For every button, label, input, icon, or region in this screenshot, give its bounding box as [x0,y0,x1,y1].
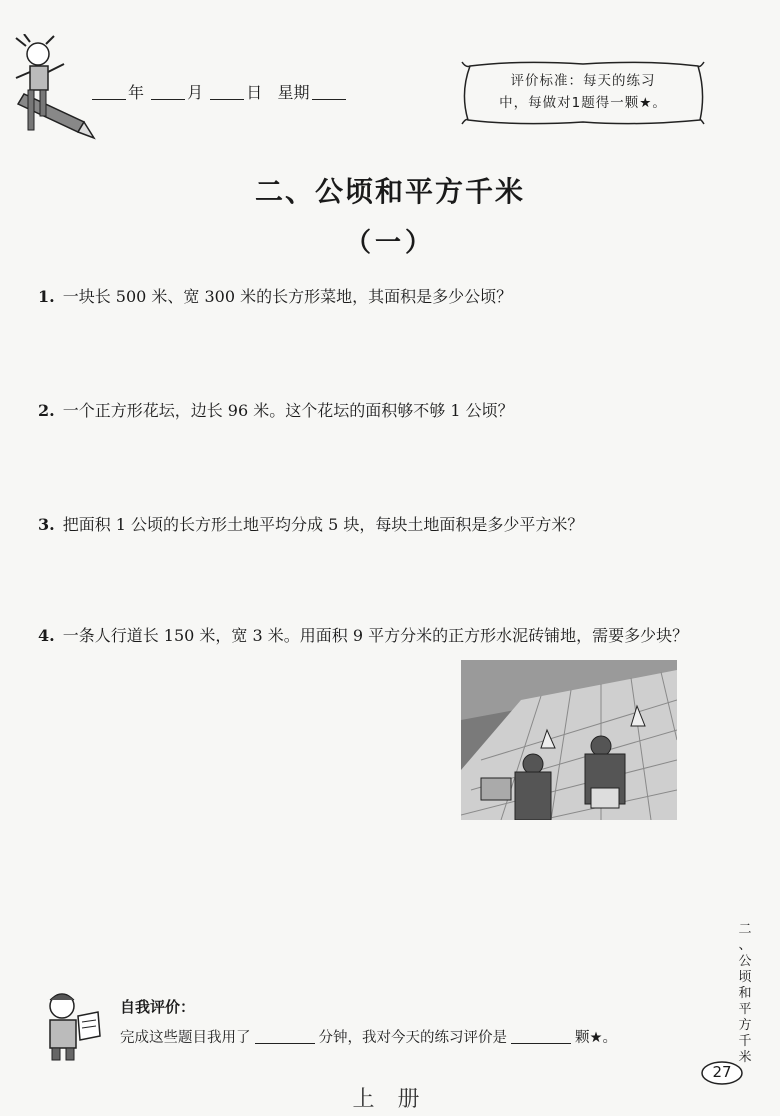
self-evaluation-title: 自我评价： [120,998,196,1016]
year-label: 年 [128,83,145,102]
weekday-blank[interactable] [312,99,346,100]
page-title: 二、公顷和平方千米 [254,175,525,208]
eval-text-3: 颗★。 [575,1030,617,1046]
side-tab-char: 平 [738,1002,752,1017]
criteria-line-1: 评价标准：每天的练习 [510,73,656,89]
day-blank[interactable] [210,99,244,100]
sidewalk-workers-illustration [461,660,677,820]
side-tab-char: 和 [738,986,752,1001]
self-evaluation-line [120,1026,617,1047]
question-3 [38,512,583,535]
side-tab-char: 、 [738,938,752,953]
question-text: 一条人行道长 150 米，宽 3 米。用面积 9 平方分米的正方形水泥砖铺地，需要多少块？ [62,626,689,645]
side-tab-char: 千 [738,1034,752,1049]
mascot-on-pencil-illustration [8,34,98,144]
month-label: 月 [187,83,204,102]
side-tab-char: 米 [738,1050,752,1065]
question-text: 一个正方形花坛，边长 96 米。这个花坛的面积够不够 1 公顷？ [62,401,514,420]
stars-blank[interactable] [511,1043,571,1044]
question-number: 1. [38,287,55,306]
side-tab-char: 顷 [738,970,752,985]
volume-footer: 上 册 [352,1087,428,1112]
question-text: 把面积 1 公顷的长方形土地平均分成 5 块，每块土地面积是多少平方米？ [62,515,584,534]
question-1 [38,284,512,307]
question-4 [38,623,688,646]
question-number: 2. [38,401,55,420]
side-tab-text [738,922,752,1066]
question-2 [38,398,514,421]
month-blank[interactable] [151,99,185,100]
minutes-blank[interactable] [255,1043,315,1044]
page-number: 27 [712,1063,732,1081]
student-holding-paper-icon [40,990,102,1062]
chapter-side-tab [724,920,764,1065]
side-tab-char: 方 [738,1018,752,1033]
criteria-line-2: 中，每做对1题得一颗★。 [499,95,667,111]
eval-text-1: 完成这些题目我用了 [120,1030,251,1046]
question-number: 3. [38,515,55,534]
question-text: 一块长 500 米、宽 300 米的长方形菜地，其面积是多少公顷？ [62,287,513,306]
year-blank[interactable] [92,99,126,100]
weekday-label: 星期 [277,83,310,102]
date-line [90,80,348,103]
page-subtitle: （一） [344,228,435,258]
evaluation-criteria-box [458,58,708,128]
side-tab-char: 二 [738,922,752,937]
eval-text-2: 分钟，我对今天的练习评价是 [318,1030,507,1046]
side-tab-char: 公 [738,954,752,969]
question-number: 4. [38,626,55,645]
day-label: 日 [246,83,263,102]
